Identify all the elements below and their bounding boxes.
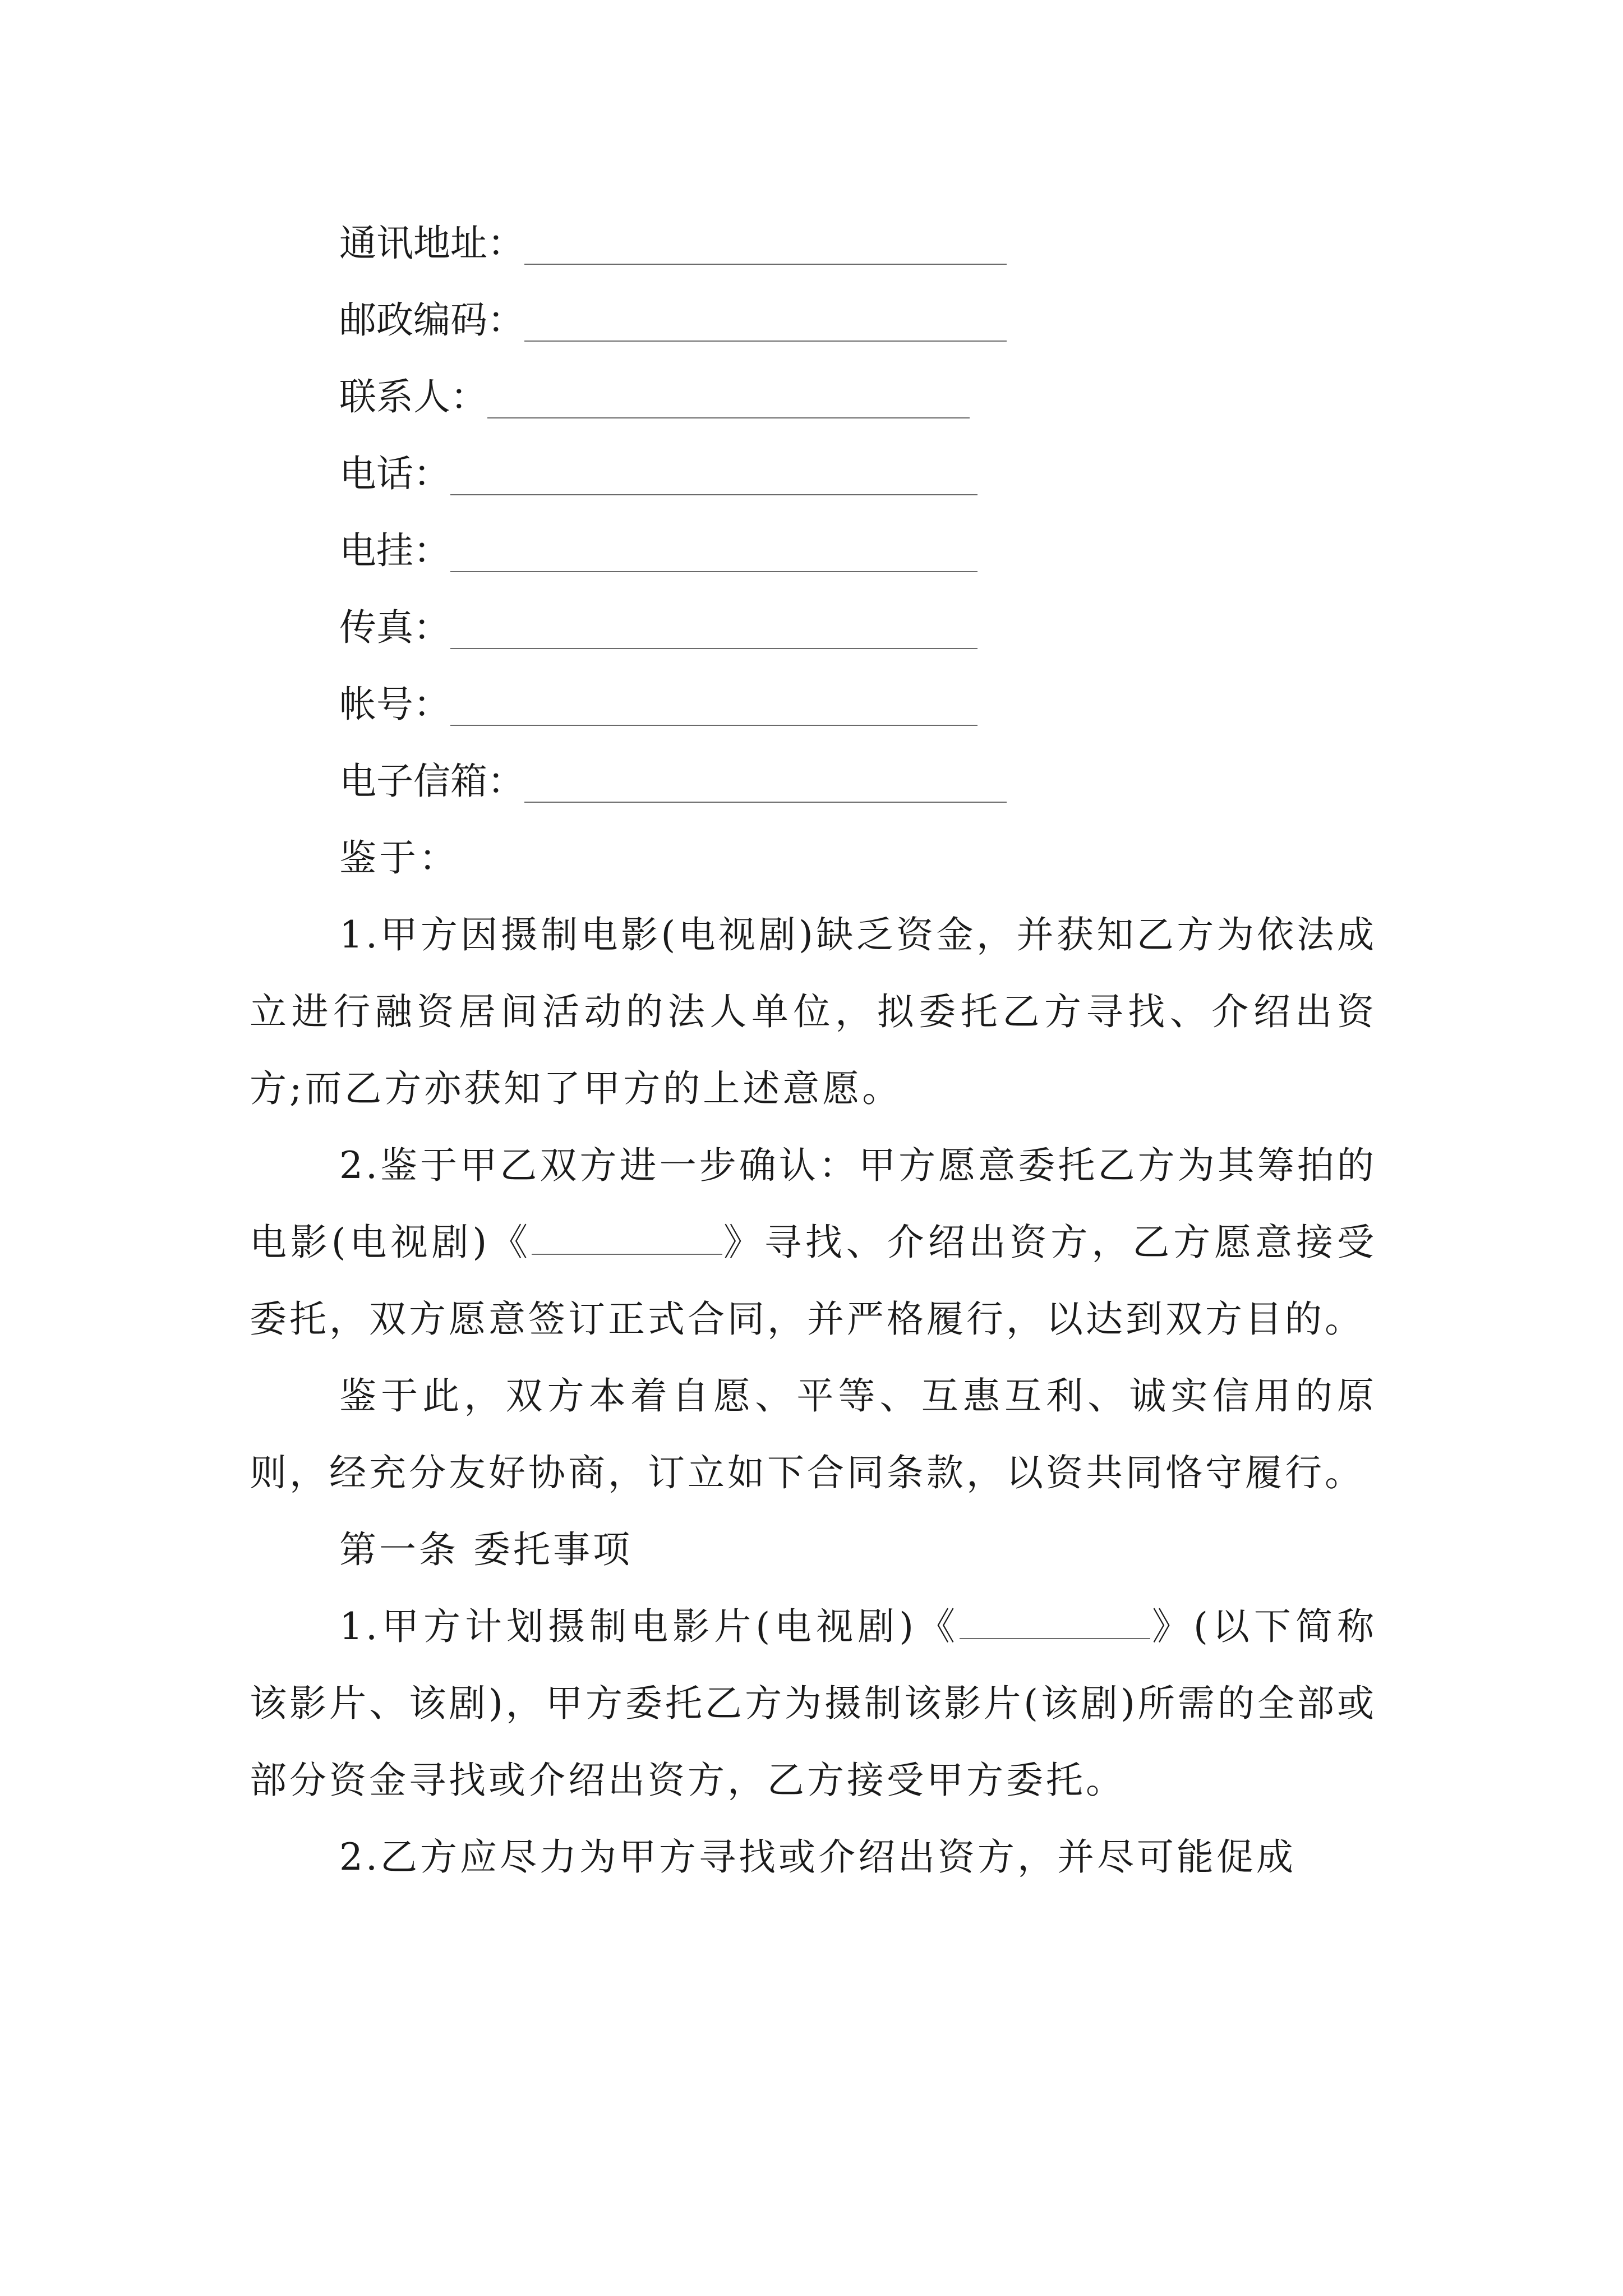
fill-blank [524,802,1007,803]
paragraph-whereas-1: 1.甲方因摄制电影(电视剧)缺乏资金，并获知乙方为依法成立进行融资居间活动的法人单位，拟委托乙方寻找、介绍出资方;而乙方亦获知了甲方的上述意愿。 [250,913,1377,1110]
title-blank [532,1226,722,1255]
field-account [250,666,1377,743]
paragraph-text: 》寻找、介绍出资方，乙方愿意接受委托，双方愿意签订正式合同，并严格履行，以达到双方目的。 [250,1221,1377,1341]
field-label: 帐号： [339,683,450,726]
fill-blank [487,417,970,418]
fill-blank [524,264,1007,265]
paragraph-principles: 鉴于此，双方本着自愿、平等、互惠互利、诚实信用的原则，经充分友好协商，订立如下合同条款，以资共同恪守履行。 [250,1374,1377,1494]
field-address [250,205,1377,282]
fill-blank [450,725,978,726]
article-1-heading: 第一条 委托事项 [339,1528,633,1571]
field-label: 邮政编码： [339,298,524,342]
paragraph-text: 》(以下简称该影片、该剧)，甲方委托乙方为摄制该影片(该剧)所需的全部或部分资金寻找或介绍出资方，乙方接受甲方委托。 [250,1605,1377,1802]
fill-blank [450,494,978,495]
field-phone [250,435,1377,512]
fill-blank [450,648,978,649]
field-label: 联系人： [339,375,487,418]
paragraph-text: 2.鉴于甲乙双方进一步确认：甲方愿意委托乙方为其筹拍的电影(电视剧)《 [250,1144,1377,1264]
paragraph-article-1-2: 2.乙方应尽力为甲方寻找或介绍出资方，并尽可能促成 [339,1835,1296,1879]
field-fax [250,589,1377,666]
field-label: 通讯地址： [339,222,524,265]
paragraph-text: 1.甲方计划摄制电影片(电视剧)《 [339,1605,960,1648]
field-cable [250,512,1377,589]
title-blank [960,1610,1150,1639]
fill-blank [524,341,1007,342]
whereas-label: 鉴于： [339,836,459,880]
paragraph-article-1-1 [250,1588,1377,1819]
field-postcode [250,282,1377,358]
field-label: 电子信箱： [339,760,524,803]
field-contact [250,358,1377,435]
field-email [250,743,1377,820]
paragraph-whereas-2 [250,1127,1377,1358]
field-label: 电挂： [339,529,450,572]
document-body [250,205,1377,1895]
field-label: 电话： [339,452,450,495]
field-label: 传真： [339,606,450,649]
fill-blank [450,571,978,572]
